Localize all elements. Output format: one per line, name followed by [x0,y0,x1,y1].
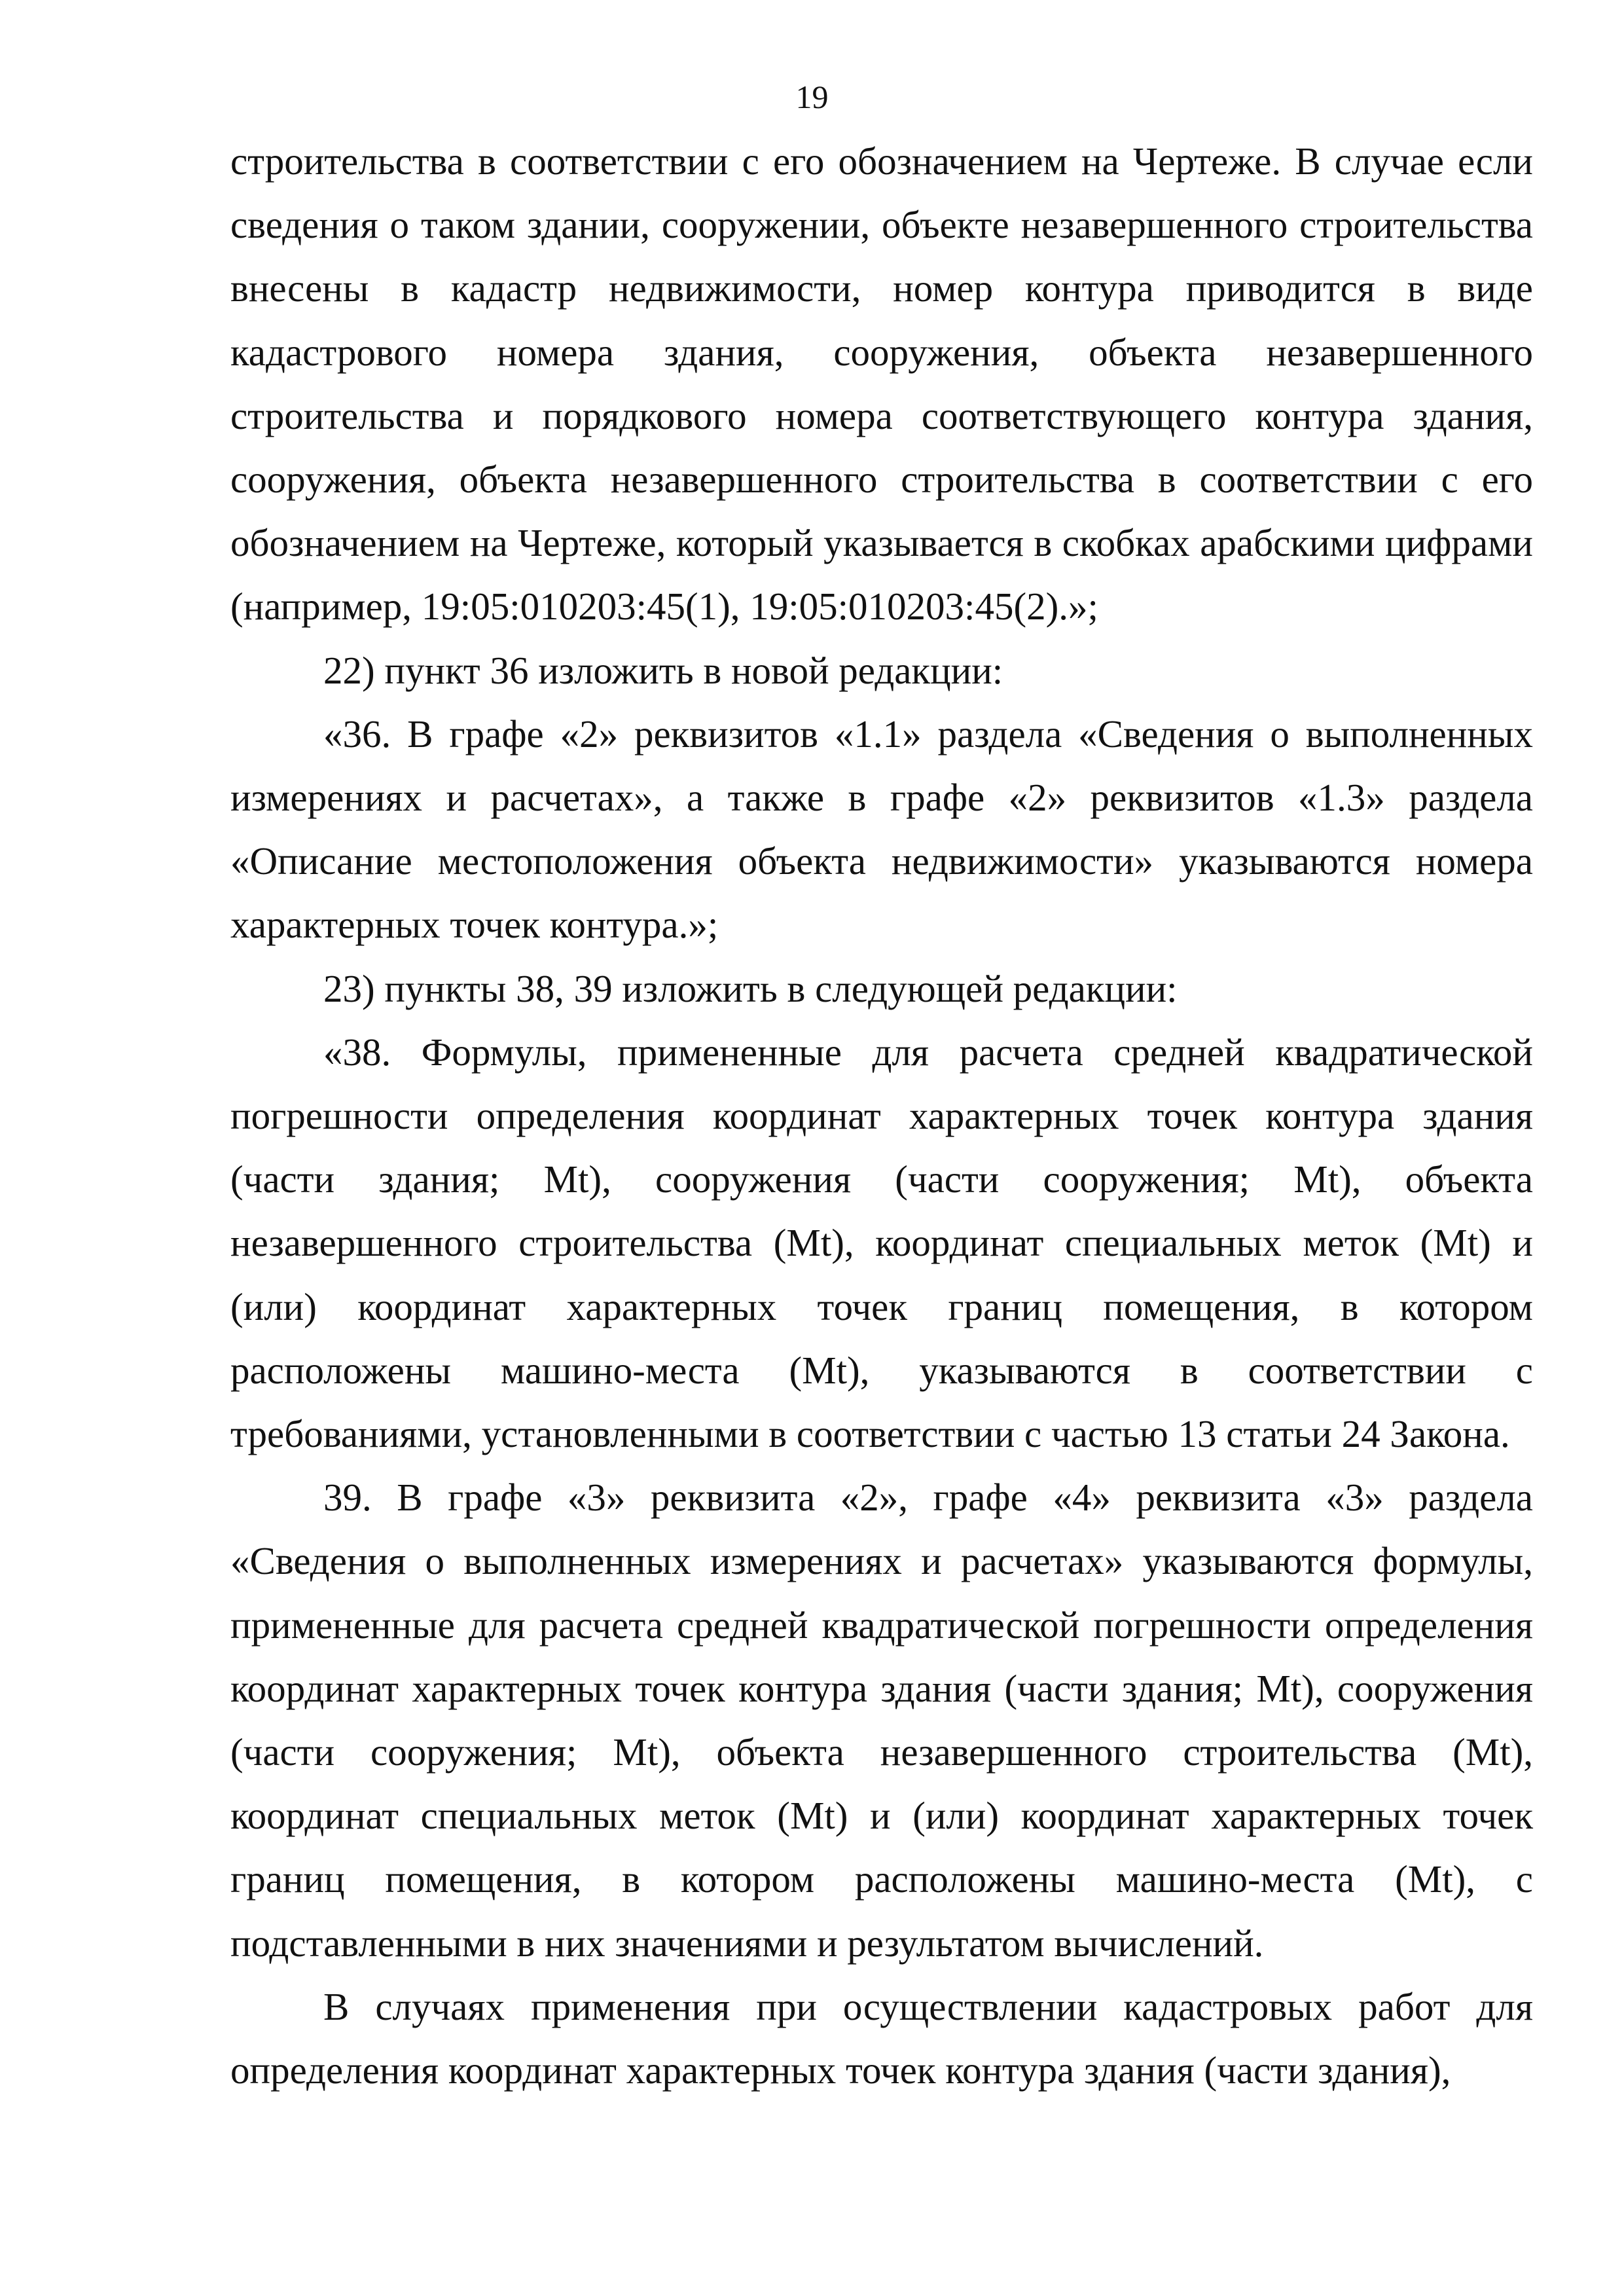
document-body [230,130,1533,2102]
paragraph-continuation: строительства в соответствии с его обозначением на Чертеже. В случае если сведения о таком здании, сооружении, объекте незавершенного строительства внесены в кадастр недвижимости, номер контура приводится в виде кадастрового номера здания, сооружения, объекта незавершенного строительства и порядкового номера соответствующего контура здания, сооружения, объекта незавершенного строительства в соответствии с его обозначением на Чертеже, который указывается в скобках арабскими цифрами (например, 19:05:010203:45(1), 19:05:010203:45(2).»; [230,139,1533,629]
paragraph-point-36: «36. В графе «2» реквизитов «1.1» раздела «Сведения о выполненных измерениях и расчетах», а также в графе «2» реквизитов «1.3» раздела «Описание местоположения объекта недвижимости» указываются номера характерных точек контура.»; [230,712,1533,947]
paragraph-cases: В случаях применения при осуществлении кадастровых работ для определения координат характерных точек контура здания (части здания), [230,1984,1533,2092]
paragraph-point-39: 39. В графе «3» реквизита «2», графе «4» реквизита «3» раздела «Сведения о выполненных измерениях и расчетах» указываются формулы, примененные для расчета средней квадратической погрешности определения координат характерных точек контура здания (части здания; Mt), сооружения (части сооружения; Mt), объекта незавершенного строительства (Mt), координат специальных меток (Mt) и (или) координат характерных точек границ помещения, в котором расположены машино-места (Mt), с подставленными в них значениями и результатом вычислений. [230,1476,1533,1965]
paragraph-item-22: 22) пункт 36 изложить в новой редакции: [323,648,1003,692]
paragraph-point-38: «38. Формулы, примененные для расчета средней квадратической погрешности определения координат характерных точек контура здания (части здания; Mt), сооружения (части сооружения; Mt), объекта незавершенного строительства (Mt), координат специальных меток (Mt) и (или) координат характерных точек границ помещения, в котором расположены машино-места (Mt), указываются в соответствии с требованиями, установленными в соответствии с частью 13 статьи 24 Закона. [230,1030,1533,1456]
paragraph-item-23: 23) пункты 38, 39 изложить в следующей редакции: [323,966,1178,1010]
page-number: 19 [795,79,829,115]
